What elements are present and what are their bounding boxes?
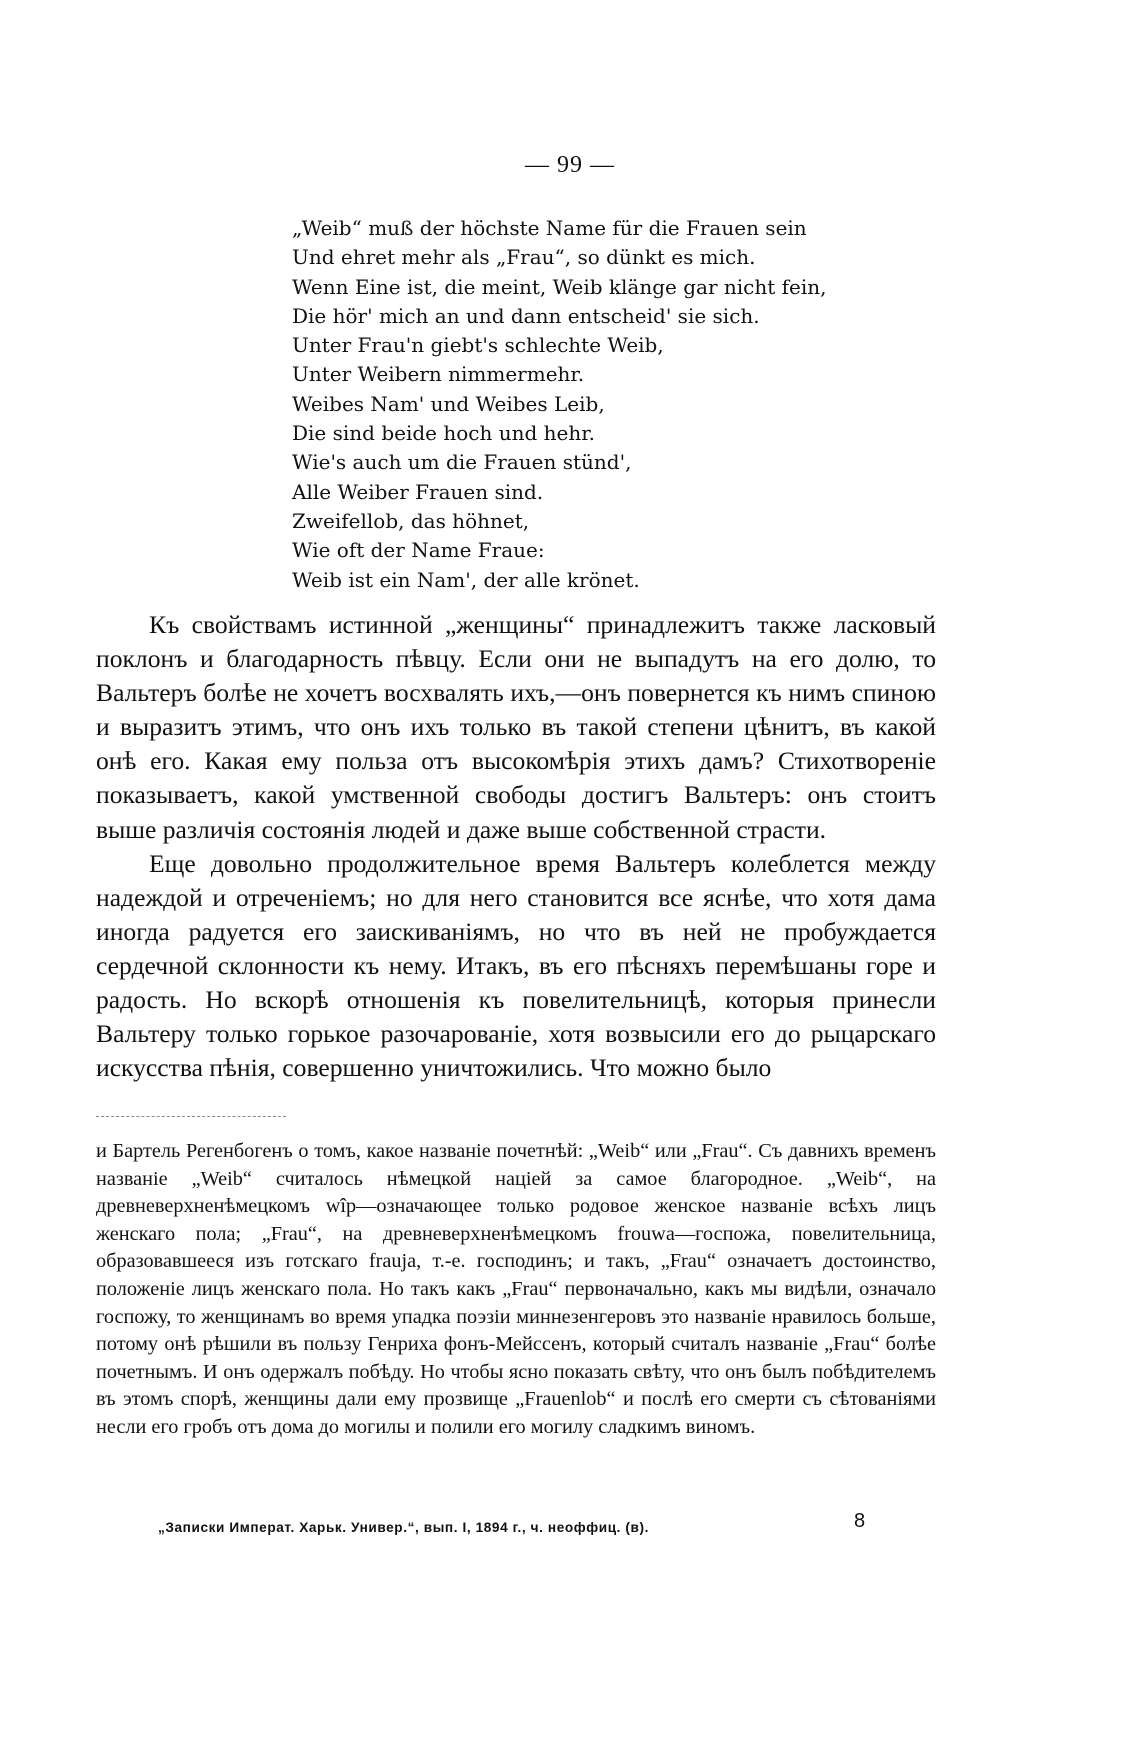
paragraph: Еще довольно продолжительное время Вальтеръ колеблется между надеждой и отреченіемъ; но для него становится все яснѣе, что хотя дама иногда радуется его заискиваніямъ, но что въ ней не пробуждается сердечной склонности къ нему. Итакъ, въ его пѣсняхъ перемѣшаны горе и радость. Но вскорѣ отношенія къ повелительницѣ, которыя принесли Вальтеру только горькое разочарованіе, хотя возвысили его до рыцарскаго искусства пѣнія, совершенно уничтожились. Что можно было: [96, 848, 936, 1083]
poem-line: Wie oft der Name Fraue:: [292, 538, 545, 563]
poem-line: Und ehret mehr als „Frau“, so dünkt es mich.: [292, 245, 756, 270]
poem-line: Wenn Eine ist, die meint, Weib klänge gar nicht fein,: [292, 274, 827, 299]
footnote-divider: [96, 1116, 286, 1117]
poem-block: [292, 214, 912, 595]
poem-line: Die sind beide hoch und hehr.: [292, 421, 595, 446]
poem-line: Unter Weibern nimmermehr.: [292, 362, 585, 387]
page-number: — 99 —: [525, 152, 615, 178]
poem-line: Die hör' mich an und dann entscheid' sie sich.: [292, 303, 760, 328]
poem-line: Alle Weiber Frauen sind.: [292, 479, 544, 504]
body-text: [96, 608, 936, 1085]
footnote: и Бартель Регенбогенъ о томъ, какое названіе почетнѣй: „Weib“ или „Frau“. Съ давнихъ временъ названіе „Weib“ считалось нѣмецкой націей за самое благородное. „Weib“, на древневерхненѣмецкомъ wîp—означающее только родовое женское названіе всѣхъ лицъ женскаго пола; „Frau“, на древневерхненѣмецкомъ frouwa—госпожа, повелительница, образовавшееся изъ готскаго frauja, т.-е. господинъ; и такъ, „Frau“ означаетъ достоинство, положеніе лицъ женскаго пола. Но такъ какъ „Frau“ первоначально, какъ мы видѣли, означало госпожу, то женщинамъ во время упадка поэзіи миннезенгеровъ это названіе нравилось больше, потому онѣ рѣшили въ пользу Генриха фонъ-Мейссенъ, который считалъ названіе „Frau“ болѣе почетнымъ. И онъ одержалъ побѣду. Но чтобы ясно показать свѣту, что онъ былъ побѣдителемъ въ этомъ спорѣ, женщины дали ему прозвище „Frauenlob“ и послѣ его смерти съ сѣтованіями несли его гробъ отъ дома до могилы и полили его могилу сладкимъ виномъ.: [96, 1140, 936, 1438]
poem-line: Weibes Nam' und Weibes Leib,: [292, 391, 605, 416]
source-line: „Записки Императ. Харьк. Универ.“, вып. I, 1894 г., ч. неоффиц. (в).: [158, 1520, 650, 1535]
poem-line: Unter Frau'n giebt's schlechte Weib,: [292, 333, 664, 358]
poem-line: Weib ist ein Nam', der alle krönet.: [292, 567, 640, 592]
signature-mark: 8: [854, 1510, 866, 1532]
poem-line: Wie's auch um die Frauen stünd',: [292, 450, 632, 475]
paragraph: Къ свойствамъ истинной „женщины“ принадлежитъ также ласковый поклонъ и благодарность пѣвцу. Если они не выпадутъ на его долю, то Вальтеръ болѣе не хочетъ восхвалять ихъ,—онъ повернется къ нимъ спиною и выразитъ этимъ, что онъ ихъ только въ такой степени цѣнитъ, въ какой онѣ его. Какая ему польза отъ высокомѣрія этихъ дамъ? Стихотвореніе показываетъ, какой умственной свободы достигъ Вальтеръ: онъ стоитъ выше различія состоянія людей и даже выше собственной страсти.: [96, 610, 936, 844]
poem-line: Zweifellob, das höhnet,: [292, 508, 530, 533]
poem-line: „Weib“ muß der höchste Name für die Frauen sein: [292, 216, 807, 240]
